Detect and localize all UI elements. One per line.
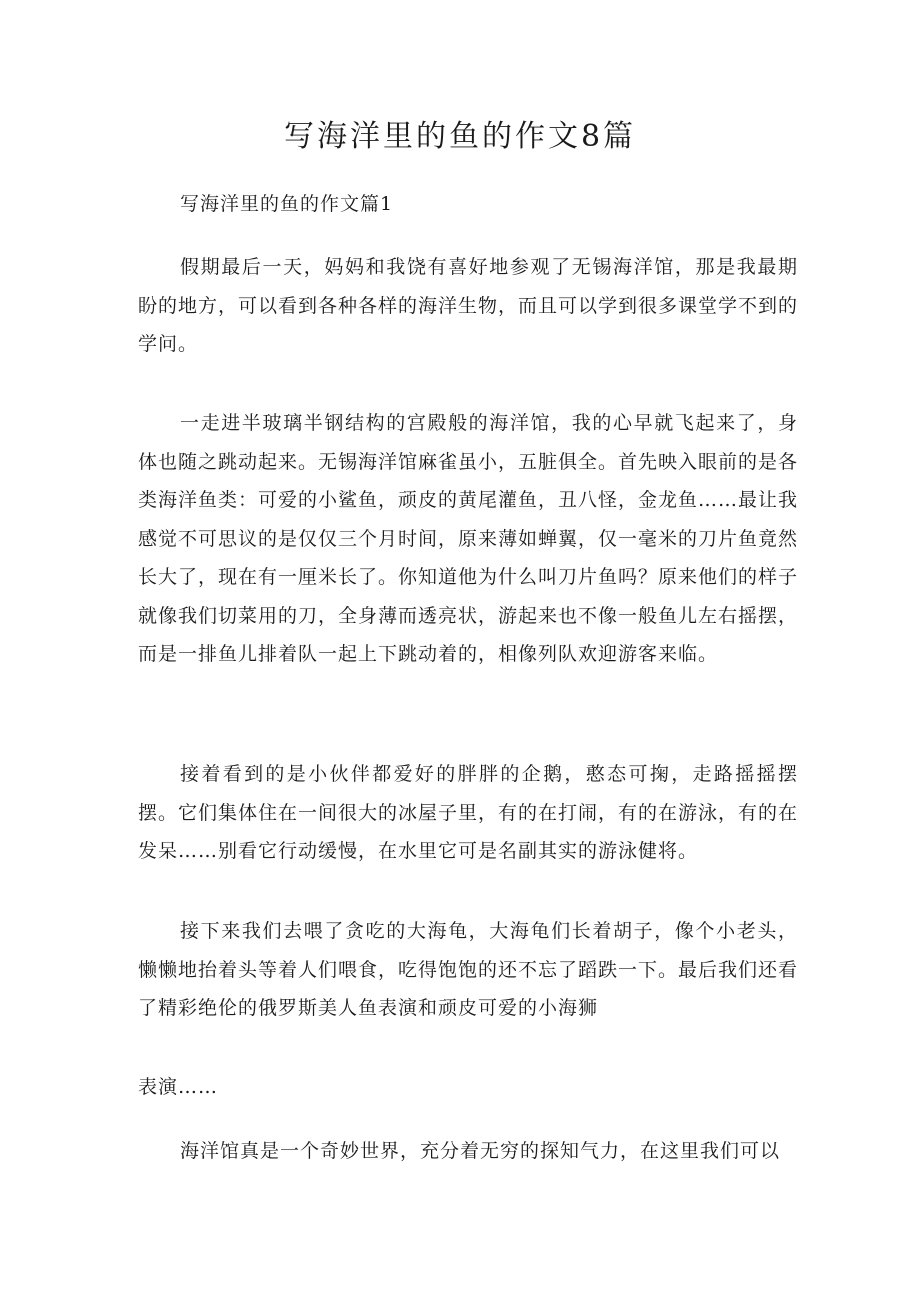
document-title: 写海洋里的鱼的作文8篇 — [283, 119, 637, 154]
paragraph-2: 一走进半玻璃半钢结构的宫殿般的海洋馆，我的心早就飞起来了，身体也随之跳动起来。无锡海洋馆麻雀虽小，五脏俱全。首先映入眼前的是各类海洋鱼类：可爱的小鲨鱼，顽皮的黄尾灌鱼，丑八怪，金龙鱼……最让我感觉不可思议的是仅仅三个月时间，原来薄如蝉翼，仅一毫米的刀片鱼竟然长大了，现在有一厘米长了。你知道他为什么叫刀片鱼吗？原来他们的样子就像我们切菜用的刀，全身薄而透亮状，游起来也不像一般鱼儿左右摇摆，而是一排鱼儿排着队一起上下跳动着的，相像列队欢迎游客来临。 — [138, 412, 799, 665]
paragraph-6: 海洋馆真是一个奇妙世界，充分着无穷的探知气力，在这里我们可以 — [180, 1140, 781, 1162]
section-heading: 写海洋里的鱼的作文篇1 — [180, 193, 394, 215]
paragraph-4: 接下来我们去喂了贪吃的大海龟，大海龟们长着胡子，像个小老头，懒懒地抬着头等着人们喂食，吃得饱饱的还不忘了蹈跌一下。最后我们还看了精彩绝伦的俄罗斯美人鱼表演和顽皮可爱的小海狮 — [138, 920, 799, 1019]
paragraph-1: 假期最后一天，妈妈和我饶有喜好地参观了无锡海洋馆，那是我最期盼的地方，可以看到各种各样的海洋生物，而且可以学到很多课堂学不到的学问。 — [138, 256, 799, 355]
paragraph-3: 接着看到的是小伙伴都爱好的胖胖的企鹅，憨态可掬，走路摇摇摆摆。它们集体住在一间很大的冰屋子里，有的在打闹，有的在游泳，有的在发呆……别看它行动缓慢，在水里它可是名副其实的游泳健将。 — [138, 763, 799, 862]
paragraph-5: 表演…… — [138, 1076, 219, 1098]
